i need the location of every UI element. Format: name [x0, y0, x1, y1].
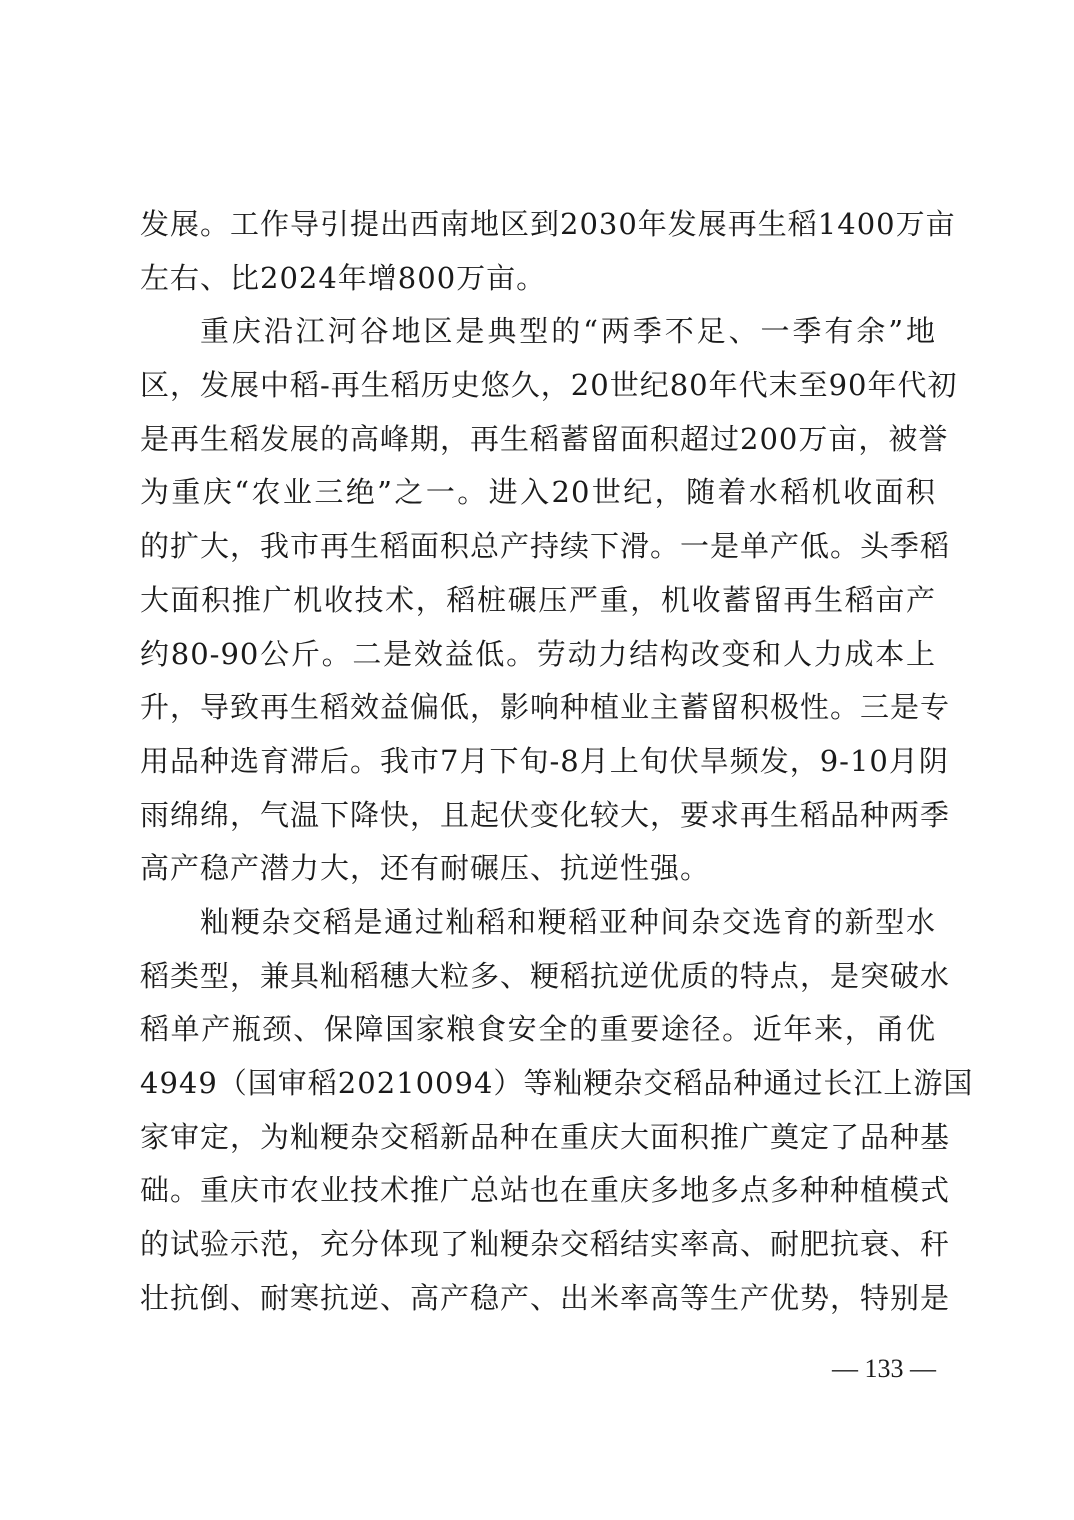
text-line: 大面积推广机收技术，稻桩碾压严重，机收蓄留再生稻亩产 [140, 582, 936, 617]
text-line: 稻类型，兼具籼稻穗大粒多、粳稻抗逆优质的特点，是突破水 [140, 958, 951, 993]
text-line: 籼粳杂交稻是通过籼稻和粳稻亚种间杂交选育的新型水 [200, 904, 936, 939]
text-line: 的试验示范，充分体现了籼粳杂交稻结实率高、耐肥抗衰、秆 [140, 1227, 951, 1262]
text-line: 约80-90公斤。二是效益低。劳动力结构改变和人力成本上 [140, 636, 936, 671]
text-line: 是再生稻发展的高峰期，再生稻蓄留面积超过200万亩，被誉 [140, 421, 949, 456]
text-line: 壮抗倒、耐寒抗逆、高产稳产、出米率高等生产优势，特别是 [140, 1280, 951, 1315]
page-number: — 133 — [832, 1354, 936, 1383]
text-line: 区，发展中稻-再生稻历史悠久，20世纪80年代末至90年代初 [140, 368, 958, 403]
paragraph [140, 198, 956, 305]
text-line: 高产稳产潜力大，还有耐碾压、抗逆性强。 [140, 851, 711, 886]
text-line: 雨绵绵，气温下降快，且起伏变化较大，要求再生稻品种两季 [140, 797, 951, 832]
paragraph [140, 305, 958, 896]
text-line: 家审定，为籼粳杂交稻新品种在重庆大面积推广奠定了品种基 [140, 1119, 951, 1154]
text-line: 左右、比2024年增800万亩。 [140, 260, 547, 295]
text-line: 为重庆“农业三绝”之一。进入20世纪，随着水稻机收面积 [140, 475, 936, 510]
text-line: 础。重庆市农业技术推广总站也在重庆多地多点多种种植模式 [140, 1173, 951, 1208]
body-text [140, 198, 974, 1325]
text-line: 稻单产瓶颈、保障国家粮食安全的重要途径。近年来，甬优 [140, 1012, 936, 1047]
text-line: 4949（国审稻20210094）等籼粳杂交稻品种通过长江上游国 [140, 1066, 974, 1100]
text-line: 的扩大，我市再生稻面积总产持续下滑。一是单产低。头季稻 [140, 529, 951, 564]
text-line: 用品种选育滞后。我市7月下旬-8月上旬伏旱频发，9-10月阴 [140, 743, 949, 778]
text-line: 升，导致再生稻效益偏低，影响种植业主蓄留积极性。三是专 [140, 690, 951, 725]
paragraph [140, 896, 974, 1326]
text-line: 发展。工作导引提出西南地区到2030年发展再生稻1400万亩 [140, 207, 956, 241]
text-line: 重庆沿江河谷地区是典型的“两季不足、一季有余”地 [200, 314, 936, 349]
